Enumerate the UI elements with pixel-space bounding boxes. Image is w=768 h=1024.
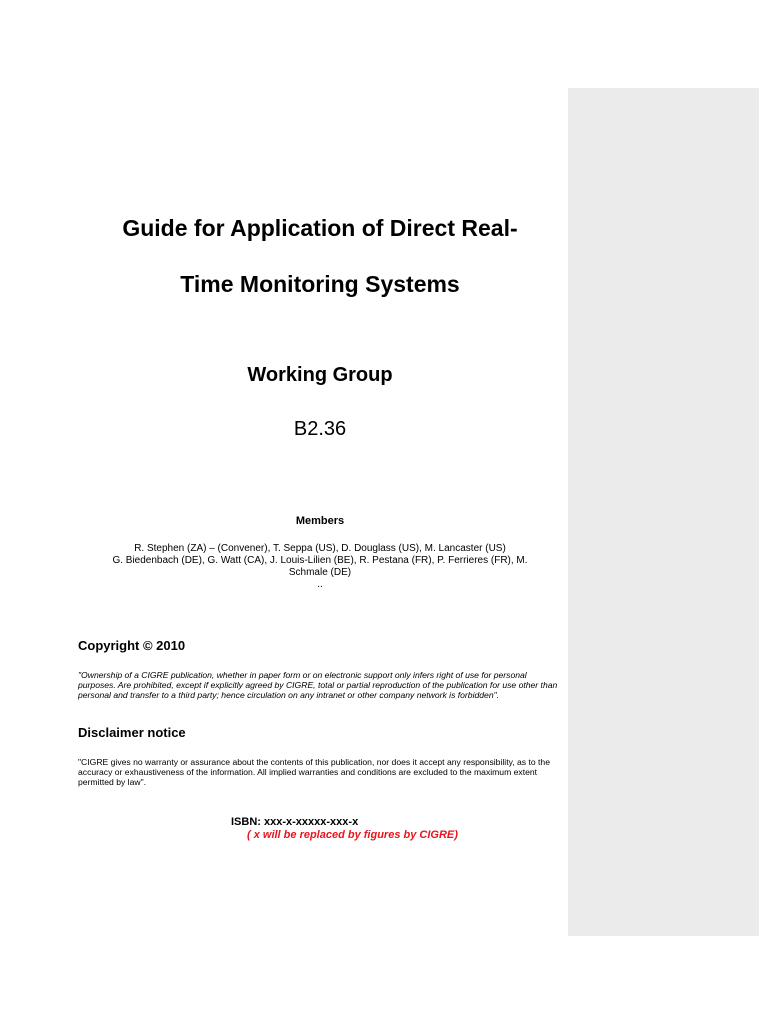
members-heading: Members xyxy=(295,515,345,527)
copyright-heading: Copyright © 2010 xyxy=(78,638,186,653)
members-line: Schmale (DE) xyxy=(288,567,352,578)
disclaimer-text: "CIGRE gives no warranty or assurance about the contents of this publication, nor does it accept any responsibility, as to the accuracy or exhaustiveness of the information. All implied warranties and conditions are excluded to the maximum extent permitted by law". xyxy=(78,757,550,788)
isbn-note: ( x will be replaced by figures by CIGRE) xyxy=(247,829,458,841)
disclaimer-heading: Disclaimer notice xyxy=(78,725,186,740)
isbn-block xyxy=(231,816,551,842)
comment-margin-pane xyxy=(568,88,759,936)
document-title-line-2: Time Monitoring Systems xyxy=(180,271,460,297)
members-line: G. Biedenbach (DE), G. Watt (CA), J. Louis-Lilien (BE), R. Pestana (FR), P. Ferrieres (FR), M. xyxy=(112,555,528,566)
isbn-number: ISBN: xxx-x-xxxxx-xxx-x xyxy=(231,816,359,828)
working-group-heading: Working Group xyxy=(247,364,393,386)
members-line: R. Stephen (ZA) – (Convener), T. Seppa (US), D. Douglass (US), M. Lancaster (US) xyxy=(134,543,506,554)
copyright-text: "Ownership of a CIGRE publication, whether in paper form or on electronic support only infers right of use for personal purposes. Are prohibited, except if explicitly agreed by CIGRE, total or partial reproduction of the publication for use other than personal and transfer to a third party; hence circulation on any intranet or other company network is forbidden". xyxy=(78,670,558,701)
working-group-code: B2.36 xyxy=(293,418,347,440)
document-title-line-1: Guide for Application of Direct Real- xyxy=(122,215,518,241)
members-line: .. xyxy=(317,579,323,590)
